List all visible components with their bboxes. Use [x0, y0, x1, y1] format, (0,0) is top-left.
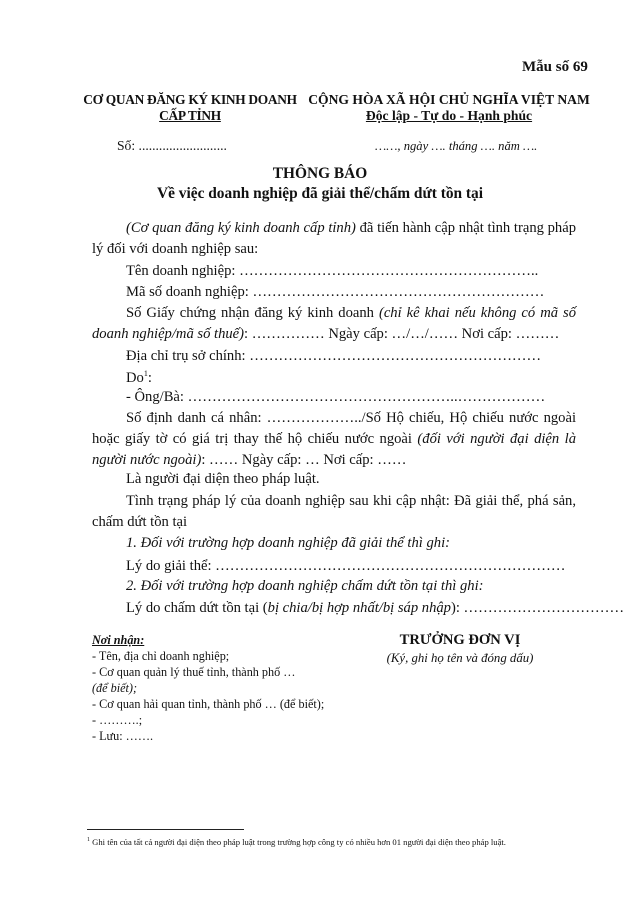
signature-title: TRƯỞNG ĐƠN VỊ [399, 632, 521, 648]
certificate-note: (chỉ kê khai nếu không có mã số doanh nghiệp/mã số thuế) [92, 305, 576, 342]
document-number [117, 138, 227, 154]
field-person: - Ông/Bà: ………………………………………………..……………… [126, 389, 546, 405]
date-line: ……, ngày …. tháng …. năm …. [375, 139, 538, 153]
intro-agency: (Cơ quan đăng ký kinh doanh cấp tỉnh) [126, 220, 356, 236]
field-identity [92, 408, 576, 471]
recipient-line: - Cơ quan quản lý thuế tỉnh, thành phố … [92, 665, 296, 679]
field-by [126, 368, 152, 389]
recipients-title: Nơi nhận: [92, 633, 145, 647]
certificate-label: Số Giấy chứng nhận đăng ký kinh doanh [126, 305, 379, 321]
case2-reason-options: bị chia/bị hợp nhất/bị sáp nhập [267, 600, 451, 616]
field-company-name: Tên doanh nghiệp: …………………………………………………….. [126, 263, 539, 279]
nation-block [304, 92, 594, 124]
field-certificate [92, 303, 576, 345]
by-colon: : [147, 370, 152, 386]
document-title: THÔNG BÁO [272, 165, 368, 182]
nation-line1: CỘNG HÒA XÃ HỘI CHỦ NGHĨA VIỆT NAM [308, 92, 590, 107]
document-subtitle: Về việc doanh nghiệp đã giải thể/chấm dứt tồn tại [156, 185, 484, 202]
footnote [87, 837, 506, 848]
case1-reason: Lý do giải thể: ……………………………………………………………… [126, 558, 566, 574]
identity-note: (đối với người đại diện là người nước ngoài) [92, 431, 577, 468]
recipient-line: - ……….; [92, 713, 143, 727]
footnote-text: Ghi tên của tất cả người đại diện theo pháp luật trong trường hợp công ty có nhiều hơn 01 người đại diện theo pháp luật. [90, 837, 506, 847]
footnote-divider [87, 829, 244, 830]
case1-heading: 1. Đối với trường hợp doanh nghiệp đã giải thể thì ghi: [126, 535, 450, 551]
recipient-line: (để biết); [92, 681, 138, 695]
number-dots: .......................... [135, 138, 227, 153]
case2-reason-label: Lý do chấm dứt tồn tại ( [126, 600, 268, 616]
form-number: Mẫu số 69 [522, 59, 588, 75]
number-label: Số: [117, 138, 136, 153]
identity-details: : …… Ngày cấp: … Nơi cấp: …… [201, 452, 407, 468]
certificate-details: : …………… Ngày cấp: …/…/…… Nơi cấp: ……… [244, 326, 560, 342]
footnote-mark: 1 [87, 837, 90, 844]
recipient-line: - Tên, địa chỉ doanh nghiệp; [92, 649, 230, 663]
recipient-line: - Cơ quan hải quan tỉnh, thành phố … (để biết); [92, 697, 325, 711]
case2-reason-dots: ): …………………………… [450, 600, 625, 616]
intro-paragraph [92, 218, 576, 260]
recipients-block [92, 632, 324, 744]
agency-line1: CƠ QUAN ĐĂNG KÝ KINH DOANH [83, 92, 297, 107]
agency-block [82, 92, 298, 124]
intro-text: đã tiến hành cập nhật tình trạng pháp lý đối với doanh nghiệp sau: [92, 220, 576, 257]
recipient-line: - Lưu: ……. [92, 729, 154, 743]
by-label: Do [126, 370, 144, 386]
field-company-code: Mã số doanh nghiệp: …………………………………………………… [126, 284, 545, 300]
identity-label: Số định danh cá nhân: ………………../Số Hộ chiếu, Hộ chiếu nước ngoài hoặc giấy tờ có giá trị thay thế hộ chiếu nước ngoài [92, 410, 576, 447]
nation-motto: Độc lập - Tự do - Hạnh phúc [365, 108, 533, 123]
field-address: Địa chỉ trụ sở chính: …………………………………………………… [126, 348, 542, 364]
case2-reason [126, 598, 624, 619]
footnote-ref: 1 [143, 369, 148, 379]
field-representative: Là người đại diện theo pháp luật. [126, 471, 320, 487]
signature-note: (Ký, ghi họ tên và đóng dấu) [386, 651, 534, 665]
case2-heading: 2. Đối với trường hợp doanh nghiệp chấm dứt tồn tại thì ghi: [126, 578, 484, 594]
agency-line2: CẤP TỈNH [159, 108, 221, 123]
field-legal-status: Tình trạng pháp lý của doanh nghiệp sau khi cập nhật: Đã giải thể, phá sản, chấm dứt tồn tại [92, 493, 576, 530]
